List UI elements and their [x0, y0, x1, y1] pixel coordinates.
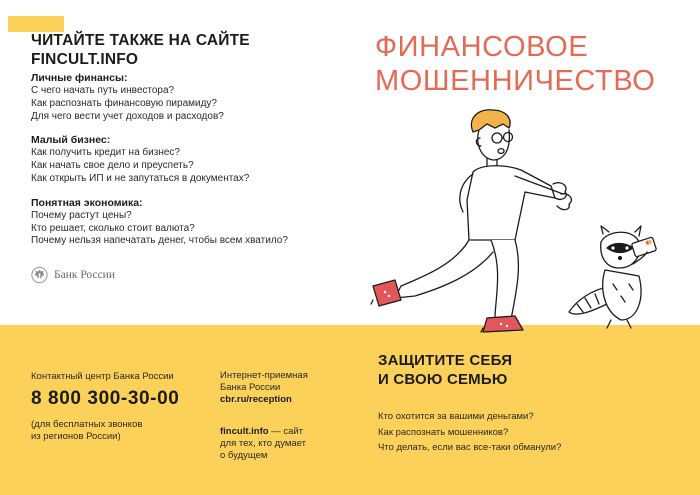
- bank-name: Банк России: [54, 269, 115, 281]
- read-also-title: [31, 31, 291, 69]
- fincult-text-1: — сайт: [268, 426, 304, 437]
- phone-note-line-2: из регионов России): [31, 431, 121, 442]
- question-item: Что делать, если вас все-таки обманули?: [378, 442, 562, 453]
- topic-item: Почему нельзя напечатать денег, чтобы всем хватило?: [31, 235, 288, 247]
- topic-title: Личные финансы:: [31, 72, 128, 84]
- double-headed-eagle-icon: [31, 266, 48, 284]
- topic-small-business: [31, 134, 331, 185]
- topic-item: С чего начать путь инвестора?: [31, 85, 175, 96]
- reception-line-1: Интернет-приемная: [220, 370, 308, 381]
- fincult-text-3: о будущем: [220, 450, 268, 461]
- topic-item: Как начать свое дело и преуспеть?: [31, 160, 194, 172]
- questions-list: [378, 409, 678, 456]
- reception-line-2: Банка России: [220, 382, 281, 393]
- contact-phone[interactable]: 8 800 300-30-00: [31, 388, 180, 409]
- main-title: [375, 30, 695, 98]
- protect-title: [378, 351, 678, 389]
- question-item: Как распознать мошенников?: [378, 426, 509, 438]
- phone-note-line-1: (для бесплатных звонков: [31, 419, 143, 430]
- topic-item: Для чего вести учет доходов и расходов?: [31, 110, 224, 122]
- bank-logo: [31, 266, 115, 284]
- read-also-line-2: FINCULT.INFO: [31, 51, 139, 68]
- protect-line-1: ЗАЩИТИТЕ СЕБЯ: [378, 352, 513, 369]
- topic-item: Как получить кредит на бизнес?: [31, 147, 180, 159]
- read-also-line-1: ЧИТАЙТЕ ТАКЖЕ НА САЙТЕ: [31, 32, 250, 49]
- fincult-link[interactable]: fincult.info: [220, 426, 269, 437]
- topic-item: Как распознать финансовую пирамиду?: [31, 97, 217, 109]
- topic-personal-finance: [31, 72, 331, 123]
- main-title-line-2: МОШЕННИЧЕСТВО: [375, 65, 656, 97]
- reception-link[interactable]: cbr.ru/reception: [220, 394, 292, 405]
- topic-title: Понятная экономика:: [31, 196, 143, 209]
- fincult-info: [220, 426, 350, 462]
- contact-center-label: Контактный центр Банка России: [31, 371, 174, 382]
- fincult-text-2: для тех, кто думает: [220, 438, 306, 449]
- question-item: Кто охотится за вашими деньгами?: [378, 411, 534, 422]
- topics-list: [31, 72, 331, 259]
- internet-reception: [220, 370, 350, 406]
- main-title-line-1: ФИНАНСОВОЕ: [375, 31, 589, 63]
- accent-bar: [8, 16, 64, 32]
- topic-item: Кто решает, сколько стоит валюта?: [31, 222, 195, 234]
- man-figure: [371, 110, 571, 332]
- raccoon-figure: [569, 226, 657, 328]
- topic-economics: [31, 197, 331, 248]
- topic-item: Как открыть ИП и не запутаться в документах?: [31, 172, 250, 184]
- protect-line-2: И СВОЮ СЕМЬЮ: [378, 371, 508, 388]
- phone-note: [31, 419, 191, 443]
- topic-item: Почему растут цены?: [31, 209, 132, 221]
- topic-title: Малый бизнес:: [31, 134, 111, 147]
- fraud-illustration: [355, 100, 685, 340]
